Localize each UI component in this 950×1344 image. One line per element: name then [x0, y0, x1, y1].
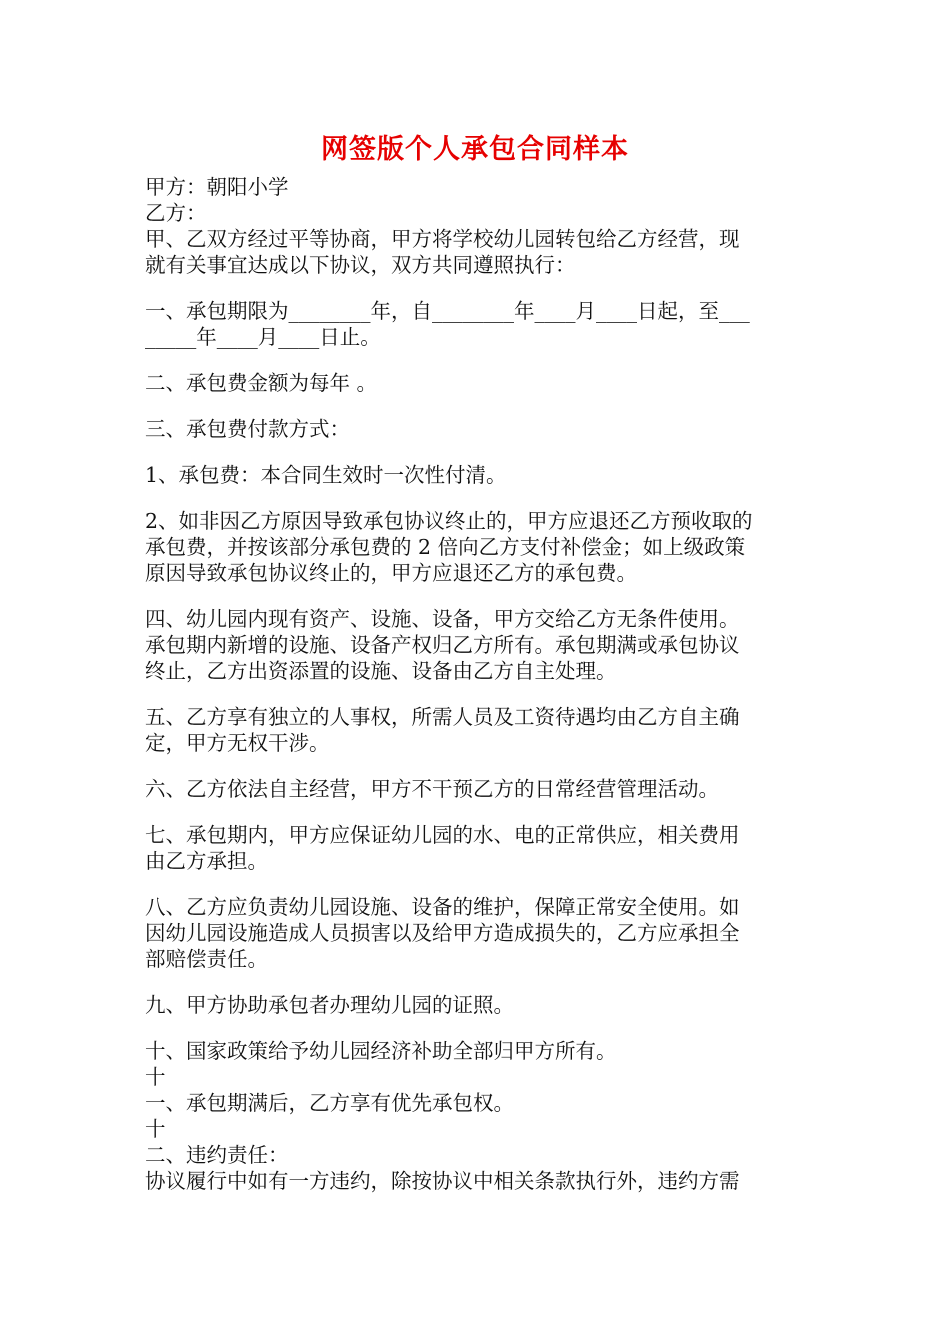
paragraph — [145, 462, 815, 488]
text-line: 十 — [145, 1117, 166, 1141]
paragraph — [145, 370, 815, 396]
text-line: 一、承包期满后，乙方享有优先承包权。 — [145, 1091, 514, 1115]
paragraph — [145, 776, 815, 802]
text-line: 协议履行中如有一方违约，除按协议中相关条款执行外，违约方需 — [145, 1169, 740, 1193]
text-line: 乙方： — [145, 201, 207, 225]
paragraph — [145, 704, 815, 756]
paragraph — [145, 174, 815, 278]
text-line: 九、甲方协助承包者办理幼儿园的证照。 — [145, 993, 514, 1017]
text-line: 2、如非因乙方原因导致承包协议终止的，甲方应退还乙方预收取的 — [145, 509, 753, 533]
text-line: 七、承包期内，甲方应保证幼儿园的水、电的正常供应，相关费用 — [145, 823, 740, 847]
paragraph — [145, 1038, 815, 1194]
text-line: 承包费，并按该部分承包费的 2 倍向乙方支付补偿金；如上级政策 — [145, 535, 746, 559]
text-line: 终止，乙方出资添置的设施、设备由乙方自主处理。 — [145, 659, 617, 683]
paragraph-gap — [145, 396, 815, 416]
text-line: 因幼儿园设施造成人员损害以及给甲方造成损失的，乙方应承担全 — [145, 921, 740, 945]
text-line: 二、违约责任： — [145, 1143, 289, 1167]
paragraph — [145, 508, 815, 586]
paragraph — [145, 298, 815, 350]
text-line: 二、承包费金额为每年 。 — [145, 371, 378, 395]
text-line: 四、幼儿园内现有资产、设施、设备，甲方交给乙方无条件使用。 — [145, 607, 740, 631]
text-line: 六、乙方依法自主经营，甲方不干预乙方的日常经营管理活动。 — [145, 777, 719, 801]
paragraph-gap — [145, 756, 815, 776]
paragraph-gap — [145, 442, 815, 462]
text-line: 部赔偿责任。 — [145, 947, 268, 971]
text-line: 十 — [145, 1065, 166, 1089]
paragraph-gap — [145, 586, 815, 606]
paragraph — [145, 606, 815, 684]
paragraph — [145, 894, 815, 972]
text-line: 一、承包期限为________年，自________年____月____日起，至___ — [145, 299, 750, 323]
text-line: 甲、乙双方经过平等协商，甲方将学校幼儿园转包给乙方经营，现 — [145, 227, 740, 251]
text-line: _____年____月____日止。 — [145, 325, 381, 349]
paragraph-gap — [145, 488, 815, 508]
paragraph-gap — [145, 1018, 815, 1038]
text-line: 由乙方承担。 — [145, 849, 268, 873]
text-line: 承包期内新增的设施、设备产权归乙方所有。承包期满或承包协议 — [145, 633, 740, 657]
text-line: 1、承包费：本合同生效时一次性付清。 — [145, 463, 507, 487]
paragraph-gap — [145, 802, 815, 822]
text-line: 五、乙方享有独立的人事权，所需人员及工资待遇均由乙方自主确 — [145, 705, 740, 729]
paragraph-gap — [145, 972, 815, 992]
document-title: 网签版个人承包合同样本 — [321, 134, 629, 165]
text-line: 十、国家政策给予幼儿园经济补助全部归甲方所有。 — [145, 1039, 617, 1063]
paragraph-gap — [145, 684, 815, 704]
document-body — [145, 174, 815, 1194]
text-line: 八、乙方应负责幼儿园设施、设备的维护，保障正常安全使用。如 — [145, 895, 740, 919]
paragraph-gap — [145, 278, 815, 298]
text-line: 甲方：朝阳小学 — [145, 175, 289, 199]
text-line: 定，甲方无权干涉。 — [145, 731, 330, 755]
paragraph — [145, 822, 815, 874]
text-line: 原因导致承包协议终止的，甲方应退还乙方的承包费。 — [145, 561, 637, 585]
paragraph — [145, 992, 815, 1018]
text-line: 三、承包费付款方式： — [145, 417, 350, 441]
paragraph-gap — [145, 350, 815, 370]
text-line: 就有关事宜达成以下协议，双方共同遵照执行： — [145, 253, 576, 277]
paragraph — [145, 416, 815, 442]
paragraph-gap — [145, 874, 815, 894]
